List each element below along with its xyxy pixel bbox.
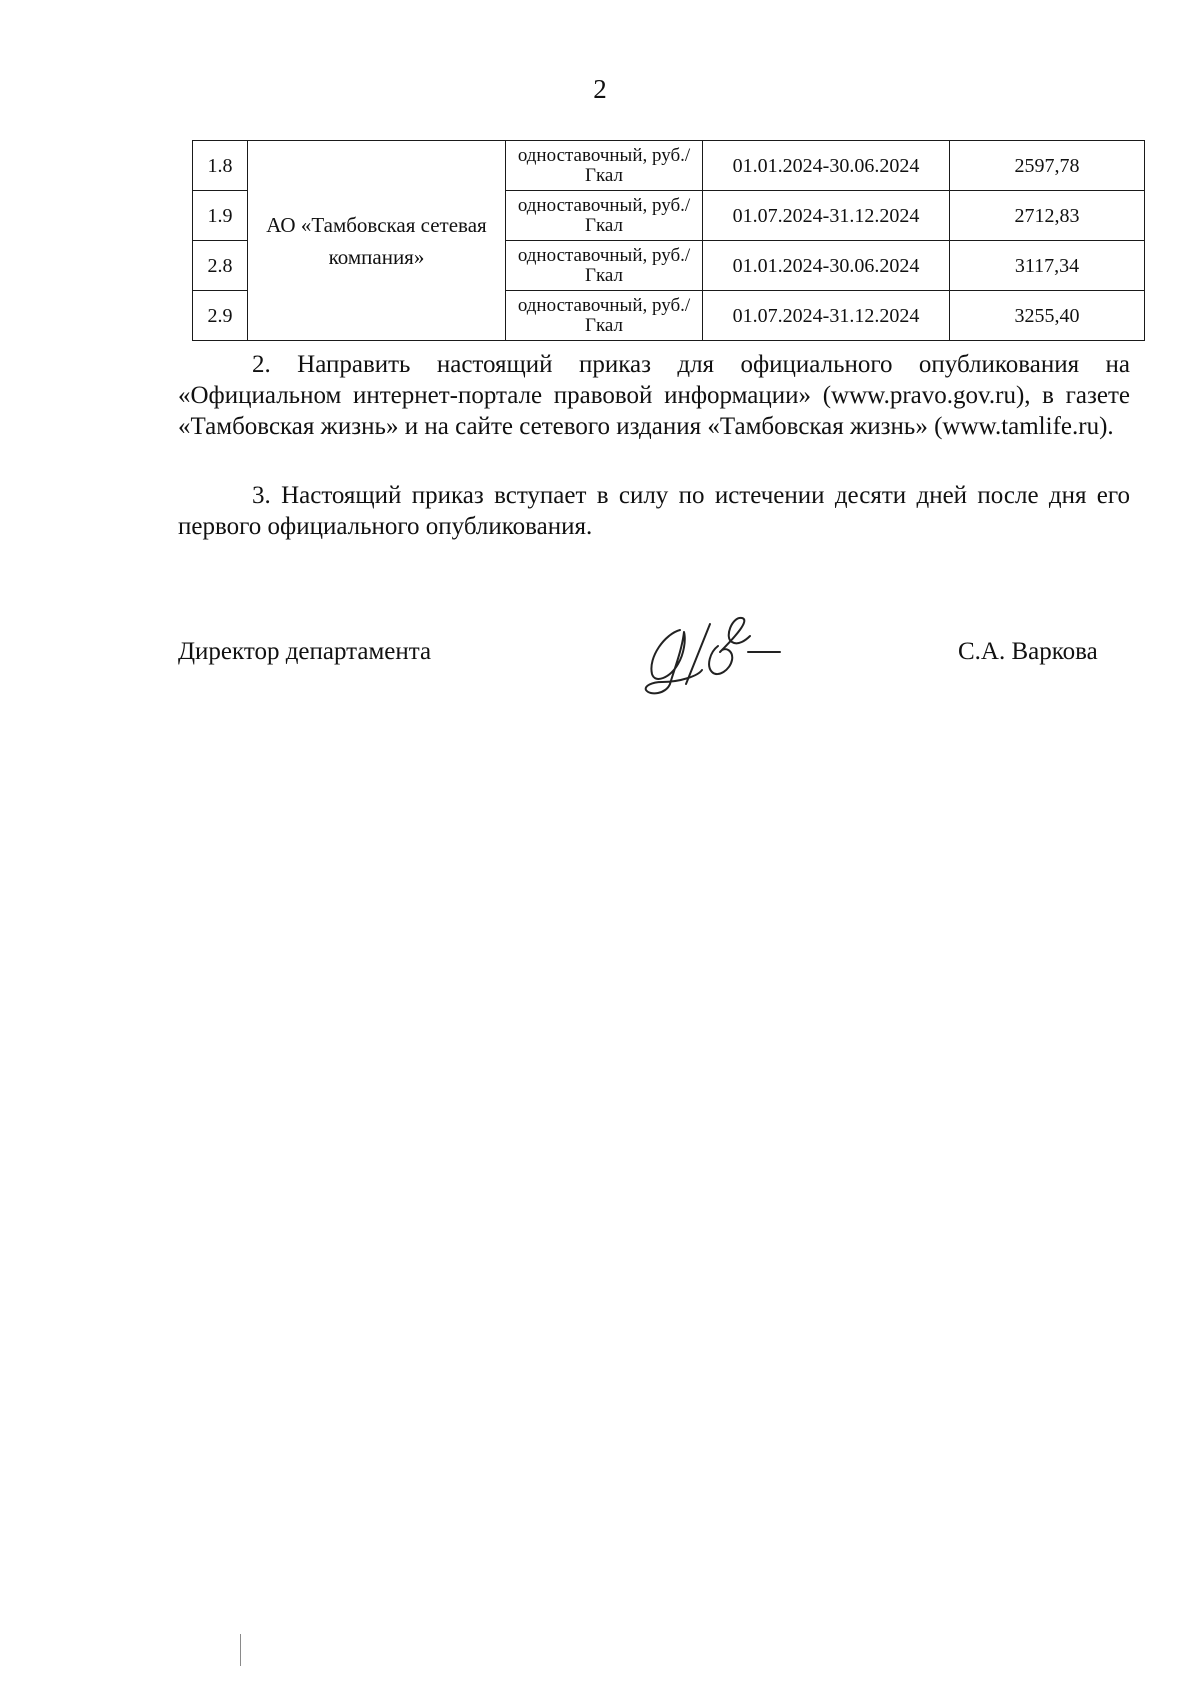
table-row bbox=[193, 141, 1145, 191]
tariff-value: 2712,83 bbox=[950, 191, 1145, 241]
tariff-type: одноставочный, руб./Гкал bbox=[506, 141, 703, 191]
row-number: 2.9 bbox=[193, 291, 248, 341]
scan-margin-mark bbox=[240, 1634, 241, 1666]
tariff-type: одноставочный, руб./Гкал bbox=[506, 241, 703, 291]
row-number: 2.8 bbox=[193, 241, 248, 291]
row-number: 1.9 bbox=[193, 191, 248, 241]
tariff-type: одноставочный, руб./Гкал bbox=[506, 191, 703, 241]
signer-name: С.А. Варкова bbox=[958, 638, 1098, 665]
tariff-period: 01.07.2024-31.12.2024 bbox=[703, 291, 950, 341]
tariff-value: 2597,78 bbox=[950, 141, 1145, 191]
row-number: 1.8 bbox=[193, 141, 248, 191]
signer-position: Директор департамента bbox=[178, 638, 432, 665]
tariff-type: одноставочный, руб./Гкал bbox=[506, 291, 703, 341]
tariff-period: 01.01.2024-30.06.2024 bbox=[703, 241, 950, 291]
paragraph-publication: 2. Направить настоящий приказ для официального опубликования на «Официальном интернет-портале правовой информации» (www.pravo.gov.ru), в газете «Тамбовская жизнь» и на сайте сетевого издания «Тамбовская жизнь» (www.tamlife.ru). bbox=[178, 351, 1130, 440]
paragraph-effective-date: 3. Настоящий приказ вступает в силу по истечении десяти дней после дня его первого официального опубликования. bbox=[178, 482, 1130, 540]
tariff-value: 3255,40 bbox=[950, 291, 1145, 341]
tariff-value: 3117,34 bbox=[950, 241, 1145, 291]
organization-name: АО «Тамбовская сетевая компания» bbox=[248, 141, 506, 341]
tariff-period: 01.07.2024-31.12.2024 bbox=[703, 191, 950, 241]
tariff-period: 01.01.2024-30.06.2024 bbox=[703, 141, 950, 191]
handwritten-signature bbox=[640, 612, 820, 702]
tariff-table bbox=[192, 140, 1145, 341]
page-number: 2 bbox=[593, 74, 607, 104]
